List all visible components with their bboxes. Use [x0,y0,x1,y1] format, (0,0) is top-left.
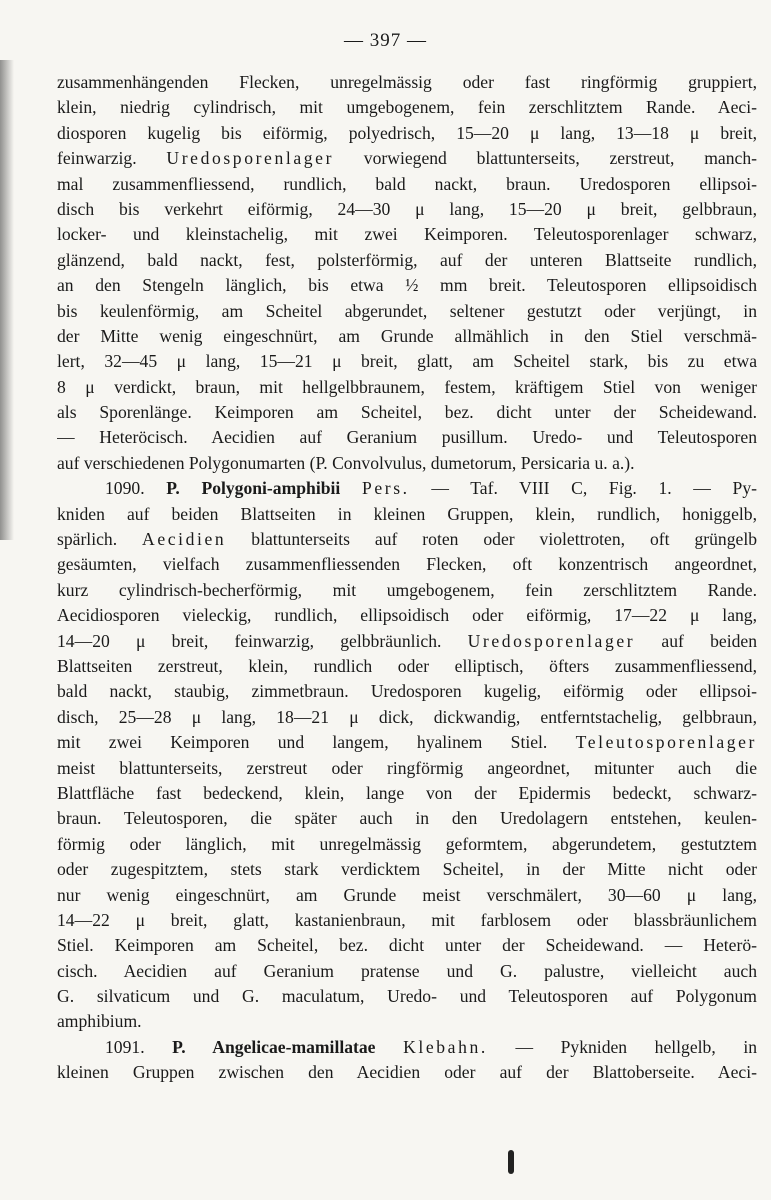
text-run: 14—22 μ breit, glatt, kastanienbraun, mit farblosem oder blassbräunlichem [57,909,757,930]
text-line [57,883,757,908]
text-run [376,1037,404,1057]
text-run: spärlich. [57,529,143,550]
text-line [57,578,757,603]
text-line [57,349,757,374]
text-run: Aecidiosporen vieleckig, rundlich, ellipsoidisch oder eiförmig, 17—22 μ lang, [57,605,757,626]
text-line [57,1060,757,1085]
text-run: bis keulenförmig, am Scheitel abgerundet, seltener gestutzt oder verjüngt, in [57,300,757,321]
text-line [57,400,757,425]
text-line [57,375,757,400]
text-line [57,476,757,501]
text-run: als Sporenlänge. Keimporen am Scheitel, bez. dicht unter der Scheidewand. [57,402,757,423]
text-line [57,832,757,857]
text-line [57,654,757,679]
text-run: förmig oder länglich, mit unregelmässig geformtem, abgerundetem, gestutztem [57,833,757,854]
text-line [57,781,757,806]
text-line [57,95,757,120]
text-run: disch, 25—28 μ lang, 18—21 μ dick, dickwandig, entferntstachelig, gelbbraun, [57,706,757,727]
text-line [57,552,757,577]
page-number: — 397 — [344,30,427,51]
text-run: cisch. Aecidien auf Geranium pratense und G. palustre, vielleicht auch [57,960,757,981]
text-line [57,197,757,222]
text-run: der Mitte wenig eingeschnürt, am Grunde allmählich in den Stiel verschmä- [57,325,757,346]
text-run: 1091. [105,1036,173,1057]
text-line [57,984,757,1009]
text-line [57,222,757,247]
text-line [57,146,757,171]
text-run: oder zugespitztem, stets stark verdicktem Scheitel, in der Mitte nicht oder [57,859,757,880]
text-line [57,679,757,704]
text-run: Uredosporenlager [467,630,636,651]
text-line [57,1009,757,1034]
text-run: kniden auf beiden Blattseiten in kleinen Gruppen, klein, rundlich, honiggelb, [57,503,757,524]
text-run: glänzend, bald nackt, fest, polsterförmig, auf der unteren Blattseite rundlich, [57,249,757,270]
text-line [57,425,757,450]
text-run: vorwiegend blattunterseits, zerstreut, manch- [334,148,757,169]
text-run: blattunterseits auf roten oder violettroten, oft grüngelb [226,529,757,550]
text-run: Pers. [361,478,410,499]
text-line [57,172,757,197]
text-run: zusammenhängenden Flecken, unregelmässig oder fast ringförmig gruppiert, [57,72,757,92]
text-run: lert, 32—45 μ lang, 15—21 μ breit, glatt, am Scheitel stark, bis zu etwa [57,351,757,372]
text-run: 8 μ verdickt, braun, mit hellgelbbraunem, festem, kräftigem Stiel von weniger [57,376,757,397]
ink-mark [508,1150,514,1174]
text-line [57,1035,757,1060]
text-line [57,730,757,755]
text-line [57,299,757,324]
text-run: 1090. [105,478,167,499]
text-run: auf beiden [635,630,757,651]
text-run: kurz cylindrisch-becherförmig, mit umgebogenem, fein zerschlitztem Rande. [57,579,757,600]
text-run: 14—20 μ breit, feinwarzig, gelbbräunlich. [57,630,468,651]
text-run: Uredosporenlager [166,148,335,169]
text-line [57,806,757,831]
text-line [57,959,757,984]
text-line [57,324,757,349]
text-run: meist blattunterseits, zerstreut oder ringförmig angeordnet, mitunter auch die [57,757,757,778]
text-run: Stiel. Keimporen am Scheitel, bez. dicht unter der Scheidewand. — Heterö- [57,935,757,956]
text-run: — Taf. VIII C, Fig. 1. — Py- [409,478,757,499]
text-run: P. Polygoni-amphibii [166,478,341,499]
text-run: — Heteröcisch. Aecidien auf Geranium pusillum. Uredo- und Teleutosporen [57,427,757,448]
text-line [57,629,757,654]
text-line [57,451,757,476]
text-line [57,908,757,933]
text-line [57,70,757,95]
text-line [57,705,757,730]
body-text [57,70,757,1086]
text-run: an den Stengeln länglich, bis etwa ½ mm breit. Teleutosporen ellipsoidisch [57,275,757,296]
text-run: auf verschiedenen Polygonumarten (P. Convolvulus, dumetorum, Persicaria u. a.). [57,452,635,473]
text-run: P. Angelicae-mamillatae [172,1036,376,1057]
text-run: disch bis verkehrt eiförmig, 24—30 μ lang, 15—20 μ breit, gelbbraun, [57,198,757,219]
text-run: Aecidien [142,529,227,550]
text-run: kleinen Gruppen zwischen den Aecidien oder auf der Blattoberseite. Aeci- [57,1062,757,1083]
text-run: nur wenig eingeschnürt, am Grunde meist verschmälert, 30—60 μ lang, [57,884,757,905]
text-run: Blattseiten zerstreut, klein, rundlich oder elliptisch, öfters zusammenfliessend, [57,655,757,676]
text-run: Teleutosporenlager [575,732,757,753]
text-run: — Pykniden hellgelb, in [487,1036,757,1057]
text-run: braun. Teleutosporen, die später auch in den Uredolagern entstehen, keulen- [57,808,757,829]
text-run: Blattfläche fast bedeckend, klein, lange von der Epidermis bedeckt, schwarz- [57,782,757,803]
text-run: bald nackt, staubig, zimmetbraun. Uredosporen kugelig, eiförmig oder ellipsoi- [57,681,757,702]
text-line [57,248,757,273]
text-line [57,273,757,298]
text-line [57,527,757,552]
text-line [57,603,757,628]
text-line [57,933,757,958]
text-run: gesäumten, vielfach zusammenfliessenden Flecken, oft konzentrisch angeordnet, [57,554,757,575]
text-line [57,857,757,882]
text-run: locker- und kleinstachelig, mit zwei Keimporen. Teleutosporenlager schwarz, [57,224,757,245]
text-run: Klebahn. [403,1036,488,1057]
text-line [57,121,757,146]
text-run: mal zusammenfliessend, rundlich, bald nackt, braun. Uredosporen ellipsoi- [57,173,757,194]
text-run [340,478,362,498]
text-run: feinwarzig. [57,148,167,169]
text-run: diosporen kugelig bis eiförmig, polyedrisch, 15—20 μ lang, 13—18 μ breit, [57,122,757,143]
text-run: amphibium. [57,1011,142,1032]
text-run: mit zwei Keimporen und langem, hyalinem Stiel. [57,732,576,753]
text-line [57,502,757,527]
text-line [57,756,757,781]
text-run: klein, niedrig cylindrisch, mit umgebogenem, fein zerschlitztem Rande. Aeci- [57,97,757,118]
text-run: G. silvaticum und G. maculatum, Uredo- und Teleutosporen auf Polygonum [57,986,757,1007]
page-edge-shadow [0,60,14,540]
